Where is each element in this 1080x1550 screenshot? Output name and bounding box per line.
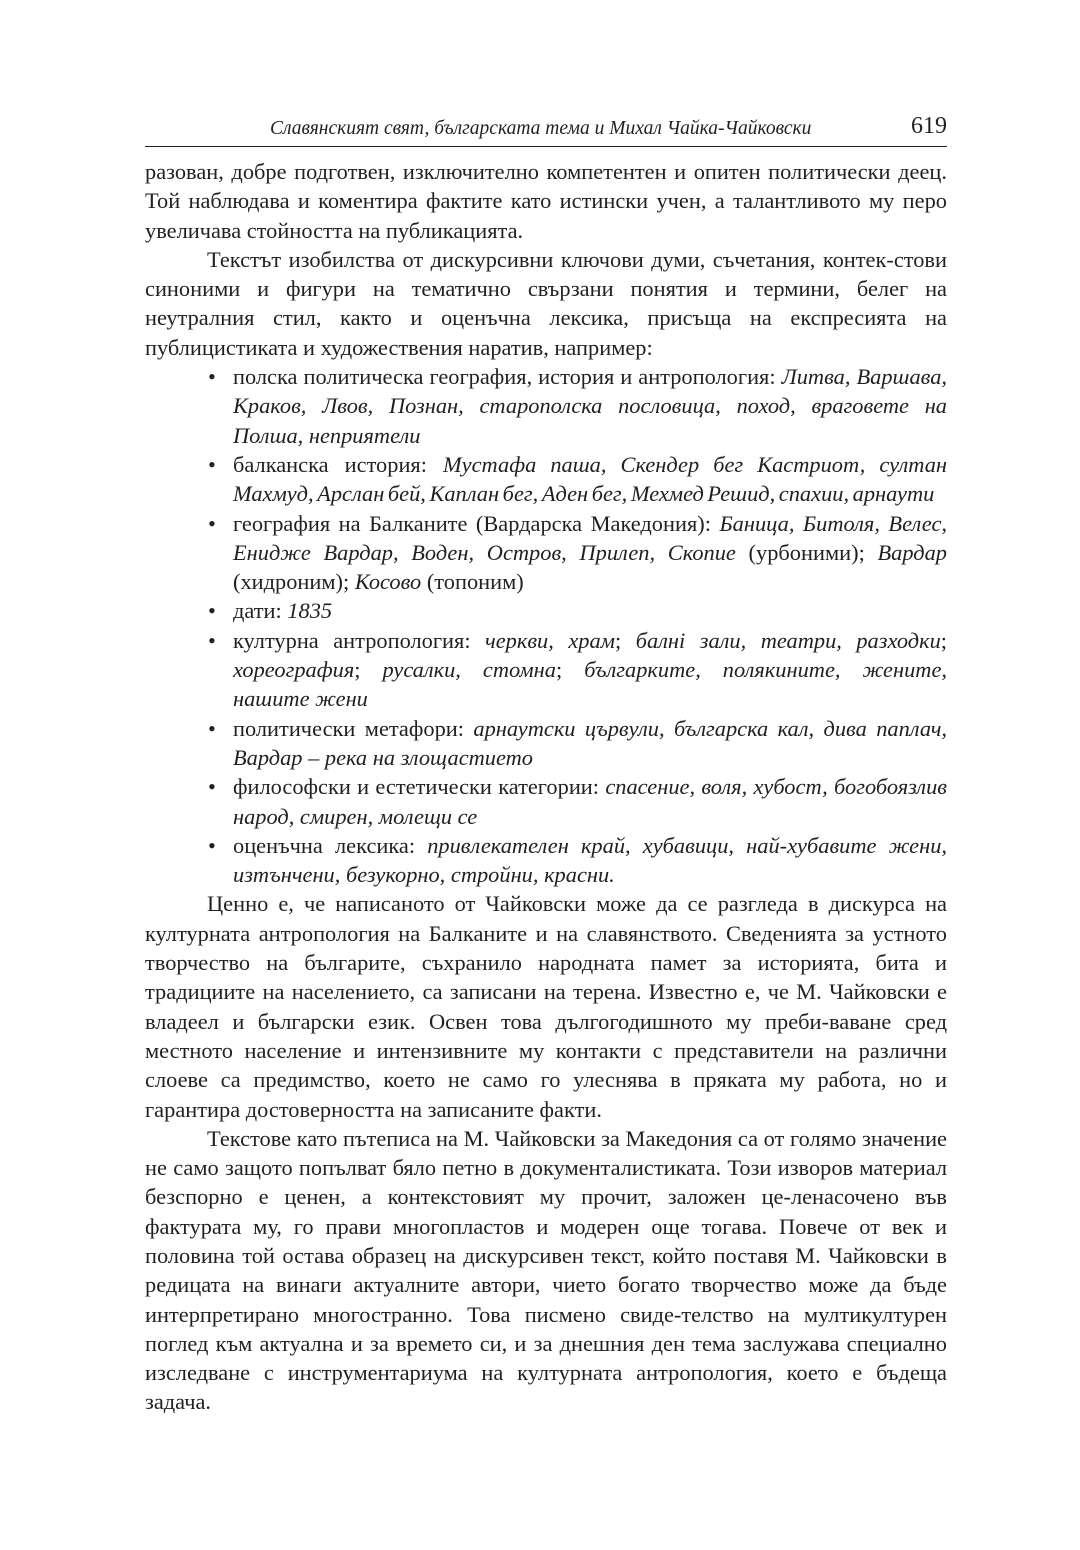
bullet-symbol: • <box>208 774 216 800</box>
bullet-symbol: • <box>208 510 216 536</box>
list-item: • география на Балканите (Вардарска Македония): Баница, Битоля, Велес, Енидже Вардар, Воден, Остров, Прилеп, Скопие (урбоними); Вардар (хидроним); Косово (топоним) <box>208 510 947 595</box>
bullet-symbol: • <box>208 451 216 477</box>
paragraph-intro: Текстът изобилства от дискурсивни ключови думи, съчетания, контек-стови синоними и фигури на тематично свързани понятия и термини, белег на неутралния стил, както и оценъчна лексика, присъща на експресията на публицистиката и художествения наратив, например: <box>145 246 947 360</box>
running-title: Славянският свят, българската тема и Михал Чайка-Чайковски <box>270 118 812 139</box>
paragraph-continued: разован, добре подготвен, изключително компетентен и опитен политически деец. Той наблюдава и коментира фактите като истински учен, а талантливото му перо увеличава стойността на публикацията. <box>145 159 947 243</box>
list-item: • полска политическа география, история и антропология: Литва, Варшава, Краков, Лвов, Познан, старополска пословица, поход, враговете на Полша, неприятели <box>208 364 947 448</box>
bullet-symbol: • <box>208 832 216 858</box>
bullet-symbol: • <box>208 715 216 741</box>
bullet-symbol: • <box>208 364 216 390</box>
body-text <box>145 157 947 1417</box>
keyword-list <box>145 362 947 889</box>
list-item: • оценъчна лексика: привлекателен край, хубавици, най-хубавите жени, изтънчени, безукорно, стройни, красни. <box>208 832 947 888</box>
list-item: • културна антропология: черкви, храм; балнi зали, театри, разходки; хореография; русалки, стомна; българките, полякините, жените, нашите жени <box>208 627 947 712</box>
page-number: 619 <box>911 113 947 139</box>
running-header <box>145 112 947 147</box>
paragraph-conclusion: Текстове като пътеписа на М. Чайковски за Македония са от голямо значение не само защото попълват бяло петно в документалистиката. Този изворов материал безспорно е ценен, а контекстовият му прочит, заложен це-ленасочено във фактурата му, го прави многопластов и модерен още тогава. Повече от век и половина той остава образец на дискурсивен текст, който поставя М. Чайковски в редицата на винаги актуалните автори, чието богато творчество може да бъде интерпретирано многостранно. Това писмено свиде-телство на мултикултурен поглед към актуална и за времето си, и за днешния ден тема заслужава специално изследване с инструментариума на културната антропология, което е бъдеща задача. <box>145 1125 947 1415</box>
paragraph-cultural-anthropology: Ценно е, че написаното от Чайковски може да се разгледа в дискурса на културната антропология на Балканите и на славянството. Сведенията за устното творчество на българите, съхранило народната памет за историята, бита и традициите на населението, са записани на терена. Известно е, че М. Чайковски е владеел и български език. Освен това дългогодишното му преби-ваване сред местното население и интензивните му контакти с представители на различни слоеве са предимство, което не само го улеснява в пряката му работа, но и гарантира достоверността на записаните факти. <box>145 891 947 1122</box>
list-item: • политически метафори: арнаутски цървули, българска кал, дива паплач, Вардар – река на злощастието <box>208 715 947 770</box>
bullet-symbol: • <box>208 627 216 653</box>
list-item: • философски и естетически категории: спасение, воля, хубост, богобоязлив народ, смирен, молещи се <box>208 774 947 829</box>
bullet-symbol: • <box>208 598 216 624</box>
list-item: • балканска история: Мустафа паша, Скендер бег Кастриот, султан Махмуд, Арслан бей, Каплан бег, Аден бег, Мехмед Решид, спахии, арнаути <box>208 451 947 507</box>
list-item: • дати: 1835 <box>233 596 947 625</box>
